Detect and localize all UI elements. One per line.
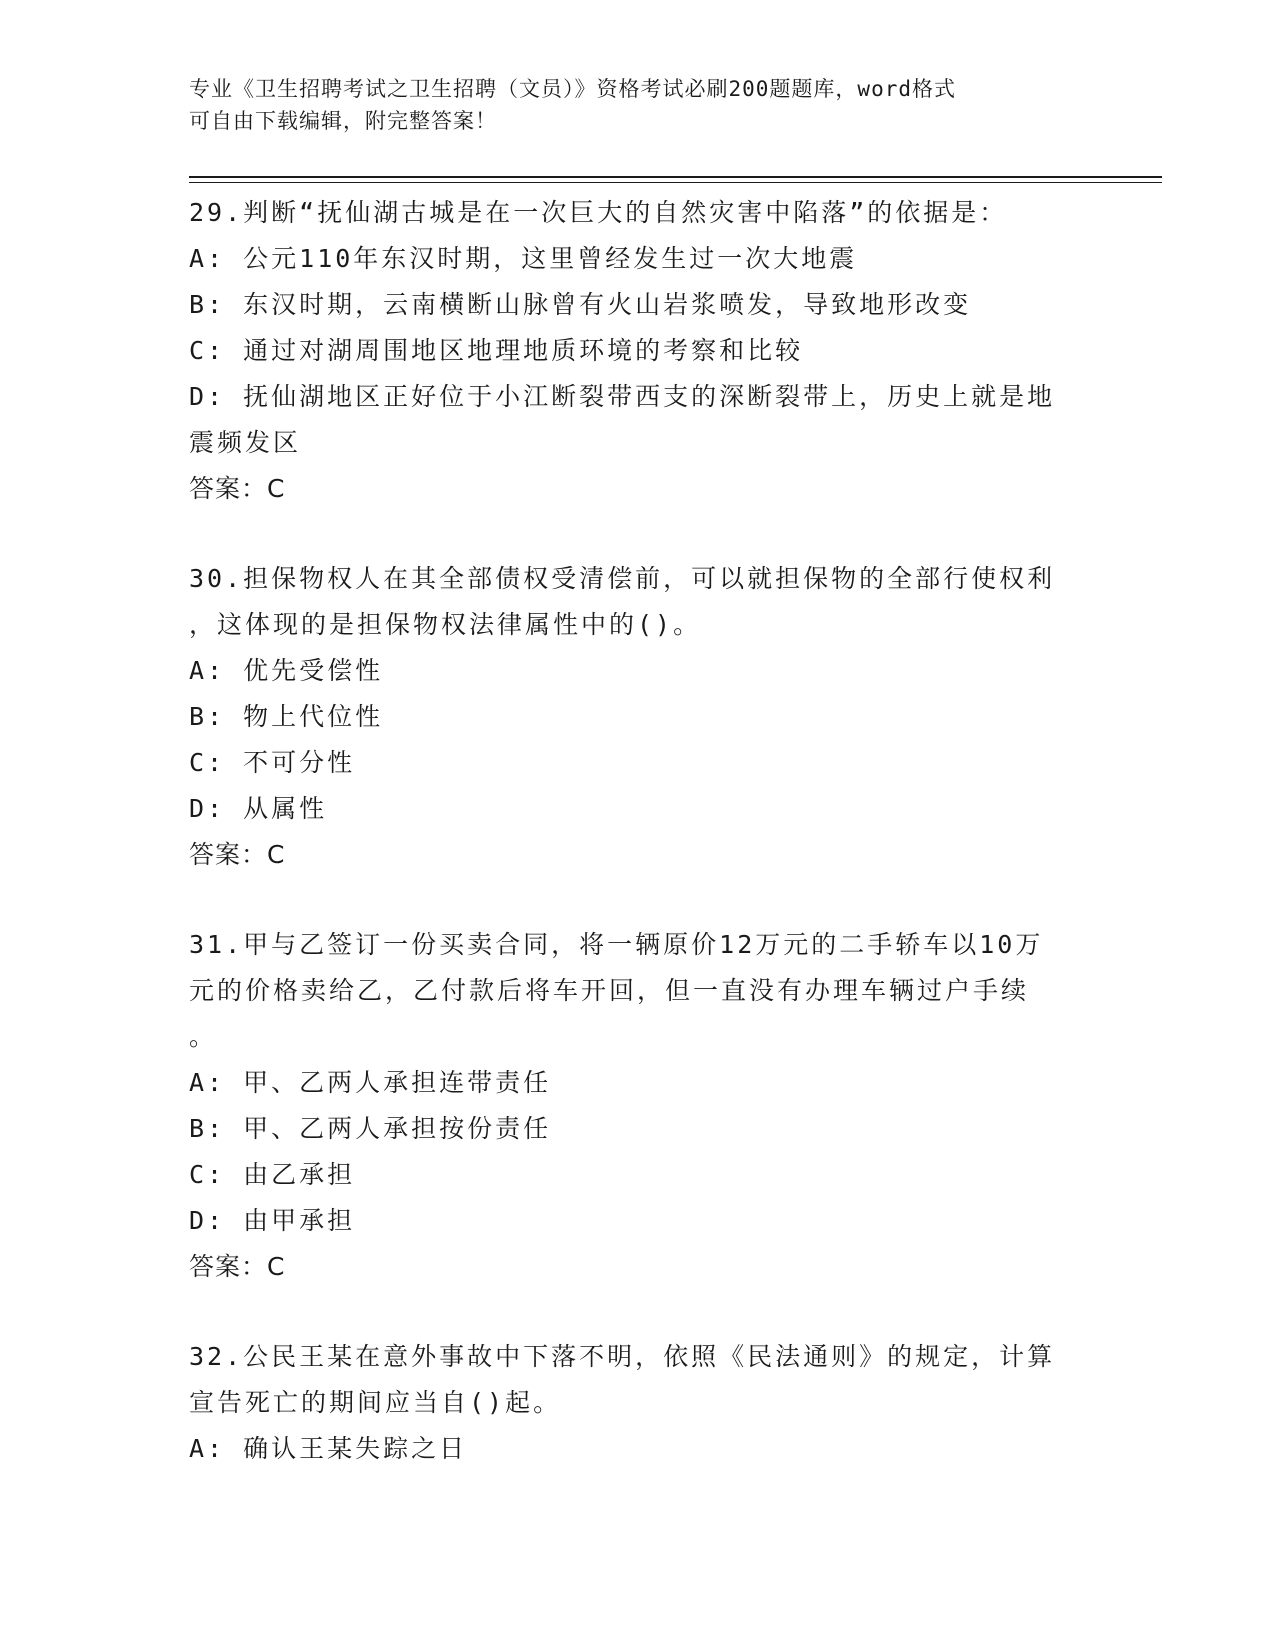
option-a: A: 甲、乙两人承担连带责任: [189, 1068, 552, 1097]
option-c: C: 由乙承担: [189, 1160, 356, 1189]
answer: 答案：C: [189, 474, 286, 503]
option-a: A: 公元110年东汉时期，这里曾经发生过一次大地震: [189, 244, 858, 273]
document-header: [189, 73, 1069, 137]
question-30: [189, 556, 1089, 878]
answer: 答案：C: [189, 1252, 286, 1281]
question-stem-end: 。: [189, 1022, 218, 1051]
question-stem: 31.甲与乙签订一份买卖合同，将一辆原价12万元的二手轿车以10万: [189, 930, 1044, 959]
question-stem: 29.判断“抚仙湖古城是在一次巨大的自然灾害中陷落”的依据是：: [189, 198, 1008, 227]
question-stem: 30.担保物权人在其全部债权受清偿前，可以就担保物的全部行使权利: [189, 564, 1056, 593]
option-a: A: 优先受偿性: [189, 656, 384, 685]
question-list: [189, 190, 1089, 1516]
question-29: [189, 190, 1089, 512]
question-31: [189, 922, 1089, 1290]
header-line-2: 可自由下载编辑，附完整答案！: [189, 109, 497, 133]
answer: 答案：C: [189, 840, 286, 869]
option-d-continued: 震频发区: [189, 428, 302, 457]
option-b: B: 甲、乙两人承担按份责任: [189, 1114, 552, 1143]
option-d: D: 抚仙湖地区正好位于小江断裂带西支的深断裂带上，历史上就是地: [189, 382, 1056, 411]
option-c: C: 通过对湖周围地区地理地质环境的考察和比较: [189, 336, 804, 365]
header-rule-thick: [189, 176, 1162, 178]
option-a: A: 确认王某失踪之日: [189, 1434, 468, 1463]
question-stem: 32.公民王某在意外事故中下落不明，依照《民法通则》的规定，计算: [189, 1342, 1056, 1371]
option-b: B: 物上代位性: [189, 702, 384, 731]
question-32: [189, 1334, 1089, 1472]
option-b: B: 东汉时期，云南横断山脉曾有火山岩浆喷发，导致地形改变: [189, 290, 972, 319]
header-line-1: 专业《卫生招聘考试之卫生招聘（文员）》资格考试必刷200题题库，word格式: [189, 77, 956, 101]
option-d: D: 从属性: [189, 794, 328, 823]
option-d: D: 由甲承担: [189, 1206, 356, 1235]
question-stem-continued: 元的价格卖给乙，乙付款后将车开回，但一直没有办理车辆过户手续: [189, 976, 1030, 1005]
header-rule-thin: [189, 182, 1162, 183]
question-stem-continued: 宣告死亡的期间应当自()起。: [189, 1388, 562, 1417]
option-c: C: 不可分性: [189, 748, 356, 777]
question-stem-continued: ，这体现的是担保物权法律属性中的()。: [189, 610, 702, 639]
